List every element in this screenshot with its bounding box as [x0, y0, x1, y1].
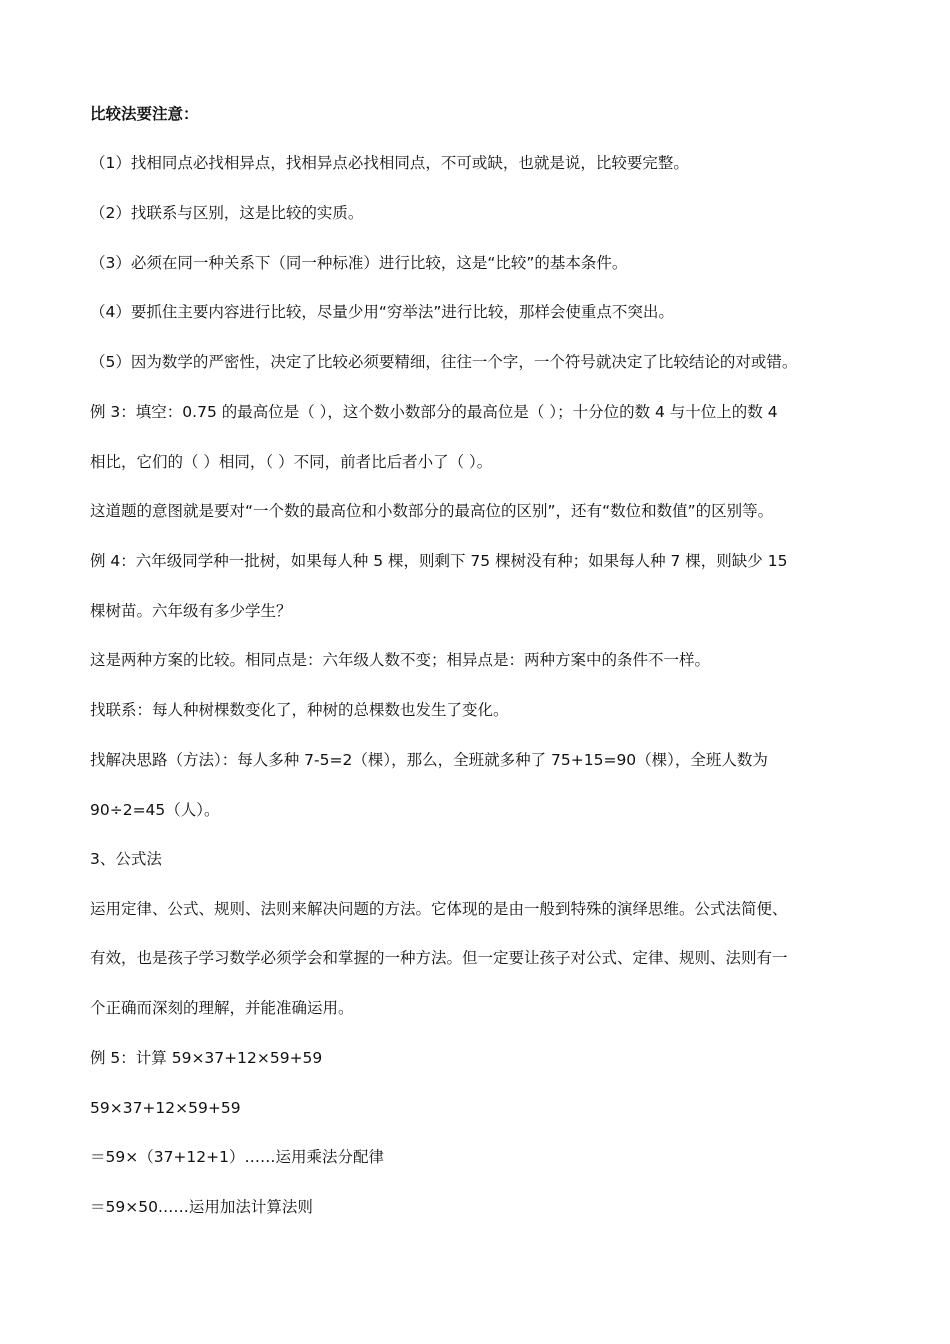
- example-5-step-2: ＝59×（37+12+1）……运用乘法分配律: [90, 1148, 384, 1166]
- section-3-paragraph-line-3: 个正确而深刻的理解，并能准确运用。: [90, 999, 354, 1017]
- section-3-paragraph-line-2: 有效，也是孩子学习数学必须学会和掌握的一种方法。但一定要让孩子对公式、定律、规则、法则有一: [90, 949, 788, 967]
- point-1: （1）找相同点必找相异点，找相异点必找相同点，不可或缺，也就是说，比较要完整。: [90, 154, 689, 172]
- section-3-title: 3、公式法: [90, 850, 162, 868]
- example-4-connection: 找联系：每人种树棵数变化了，种树的总棵数也发生了变化。: [90, 701, 509, 719]
- section-heading: 比较法要注意：: [90, 105, 199, 123]
- example-5-step-1: 59×37+12×59+59: [90, 1099, 241, 1117]
- example-5-step-3: ＝59×50……运用加法计算法则: [90, 1198, 313, 1216]
- point-5: （5）因为数学的严密性，决定了比较必须要精细，往往一个字，一个符号就决定了比较结论的对或错。: [90, 353, 798, 371]
- example-4-line-2: 棵树苗。六年级有多少学生？: [90, 602, 292, 620]
- example-4-comparison: 这是两种方案的比较。相同点是：六年级人数不变；相异点是：两种方案中的条件不一样。: [90, 651, 711, 669]
- example-4-solution-line-2: 90÷2=45（人）。: [90, 801, 220, 819]
- example-5-title: 例 5：计算 59×37+12×59+59: [90, 1049, 323, 1067]
- example-3-line-1: 例 3：填空：0.75 的最高位是（ ），这个数小数部分的最高位是（ ）；十分位的数 4 与十位上的数 4: [90, 403, 778, 421]
- example-3-line-2: 相比，它们的（ ）相同，（ ）不同，前者比后者小了（ ）。: [90, 453, 493, 471]
- point-2: （2）找联系与区别，这是比较的实质。: [90, 204, 364, 222]
- example-4-line-1: 例 4：六年级同学种一批树，如果每人种 5 棵，则剩下 75 棵树没有种；如果每人种 7 棵，则缺少 15: [90, 552, 788, 570]
- example-3-explanation: 这道题的意图就是要对“一个数的最高位和小数部分的最高位的区别”，还有“数位和数值”的区别等。: [90, 502, 774, 520]
- point-4: （4）要抓住主要内容进行比较，尽量少用“穷举法”进行比较，那样会使重点不突出。: [90, 303, 674, 321]
- point-3: （3）必须在同一种关系下（同一种标准）进行比较，这是“比较”的基本条件。: [90, 254, 628, 272]
- section-3-paragraph-line-1: 运用定律、公式、规则、法则来解决问题的方法。它体现的是由一般到特殊的演绎思维。公式法简便、: [90, 900, 788, 918]
- example-4-solution-line-1: 找解决思路（方法）：每人多种 7-5=2（棵），那么，全班就多种了 75+15=90（棵），全班人数为: [90, 751, 768, 769]
